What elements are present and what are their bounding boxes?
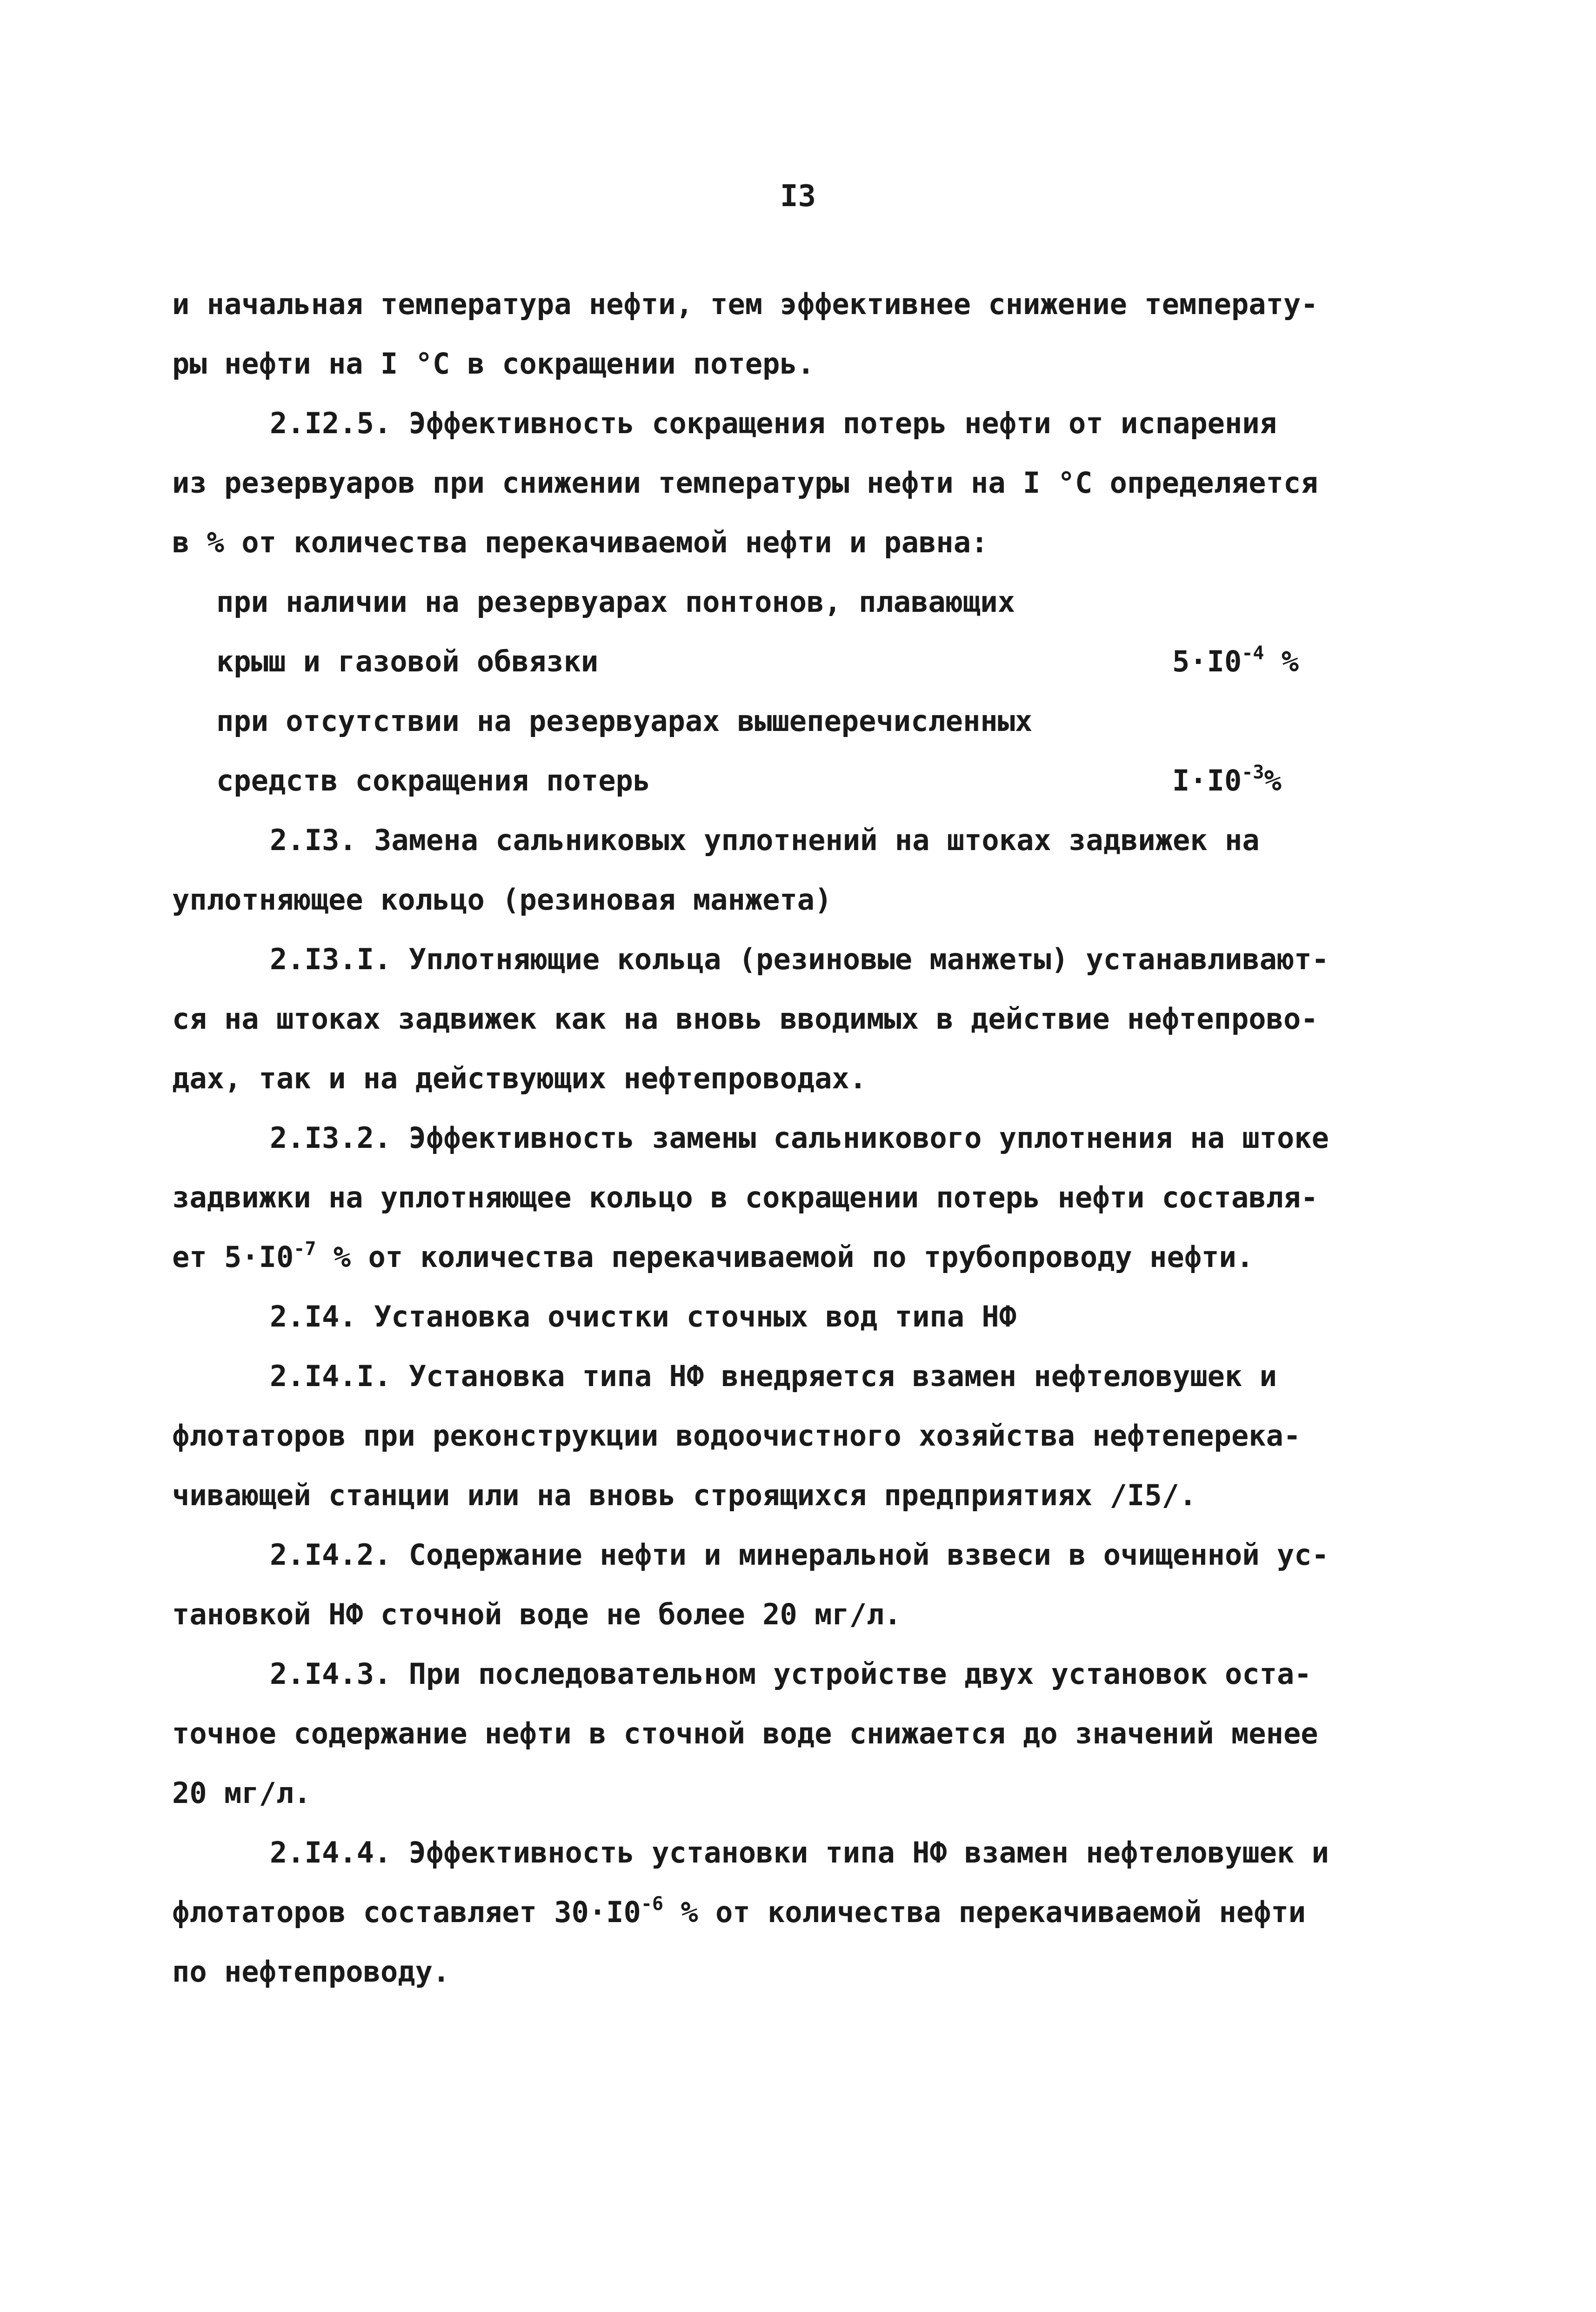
text-line: тановкой НФ сточной воде не более 20 мг/л. [172,1597,902,1631]
text-line: ры нефти на I °C в сокращении потерь. [172,347,815,381]
text-line: ся на штоках задвижек как на вновь вводимых в действие нефтепрово- [172,1002,1318,1036]
paragraph-heading: 2.I4.3. При последовательном устройстве двух установок оста- [270,1657,1312,1691]
paragraph-heading: 2.I3.2. Эффективность замены сальникового уплотнения на штоке [270,1121,1329,1155]
text-line: чивающей станции или на вновь строящихся предприятиях /I5/. [172,1478,1197,1512]
text-line: в % от количества перекачиваемой нефти и равна: [172,525,988,559]
text-line: флотаторов при реконструкции водоочистного хозяйства нефтеперека- [172,1419,1301,1453]
condition-value: $I\cdot I0^{-3}\%$ [1172,762,1282,797]
text-line: из резервуаров при снижении температуры нефти на I °C определяется [172,466,1318,500]
condition-line: при наличии на резервуарах понтонов, плавающих [216,585,1015,619]
text-line: 20 мг/л. [172,1776,311,1810]
condition-row [172,751,1382,811]
text-line: точное содержание нефти в сточной воде снижается до значений менее [172,1716,1318,1750]
paragraph-heading: 2.I4.4. Эффективность установки типа НФ взамен нефтеловушек и [270,1836,1329,1870]
text-line: флотаторов составляет $30\cdot I0^{-6}$ % от количества перекачиваемой нефти [172,1893,1306,1929]
text-line: уплотняющее кольцо (резиновая манжета) [172,883,832,917]
condition-line: при отсутствии на резервуарах вышеперечисленных [216,704,1033,738]
page-number: I3 [780,179,816,214]
paragraph-heading: 2.I3.I. Уплотняющие кольца (резиновые манжеты) устанавливают- [270,942,1329,976]
section-heading: 2.I3. Замена сальниковых уплотнений на штоках задвижек на [270,823,1260,857]
paragraph-heading: 2.I4.2. Содержание нефти и минеральной взвеси в очищенной ус- [270,1538,1329,1572]
text-line: ет $5\cdot I0^{-7}$ % от количества перекачиваемой по трубопроводу нефти. [172,1238,1254,1274]
condition-value: $5\cdot I0^{-4}$ % [1172,643,1299,678]
document-body [172,275,1382,2002]
condition-line: крыш и газовой обвязки [216,644,599,678]
section-heading: 2.I4. Установка очистки сточных вод типа НФ [270,1300,1017,1334]
paragraph-heading: 2.I4.I. Установка типа НФ внедряется взамен нефтеловушек и [270,1359,1277,1393]
text-line: и начальная температура нефти, тем эффективнее снижение температу- [172,287,1318,321]
text-line: задвижки на уплотняющее кольцо в сокращении потерь нефти составля- [172,1180,1318,1214]
paragraph-heading: 2.I2.5. Эффективность сокращения потерь нефти от испарения [270,406,1277,440]
condition-row [172,632,1382,691]
condition-line: средств сокращения потерь [216,764,651,797]
text-line: по нефтепроводу. [172,1955,450,1989]
text-line: дах, так и на действующих нефтепроводах. [172,1061,867,1095]
